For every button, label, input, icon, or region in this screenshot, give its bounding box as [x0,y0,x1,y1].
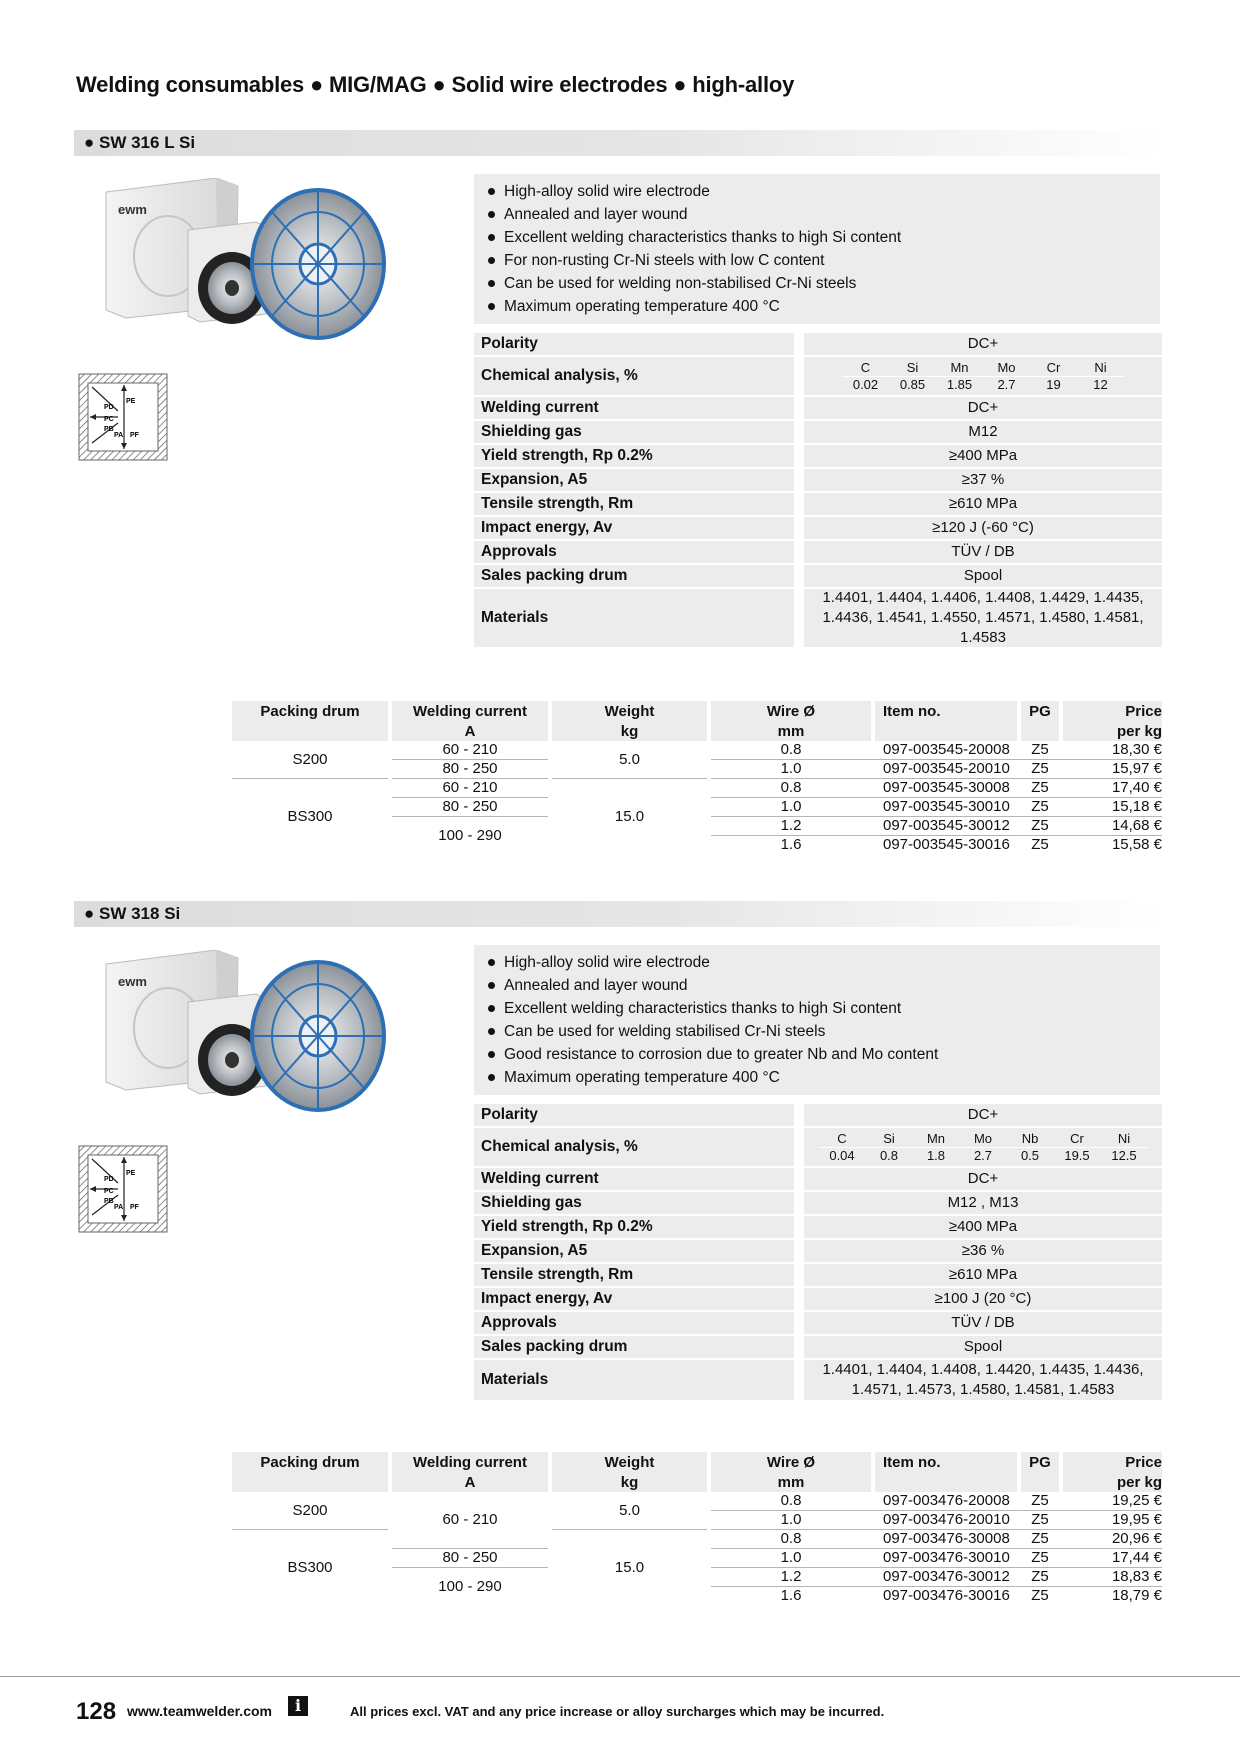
feature-item: Good resistance to corrosion due to greater Nb and Mo content [474,1043,1160,1066]
feature-item: Excellent welding characteristics thanks to high Si content [474,226,1160,249]
property-row-impact: Impact energy, Av ≥120 J (-60 °C) [474,517,1162,539]
table-row: 80 - 250 1.0 097-003545-30010 Z5 15,18 € [232,798,1162,817]
table-row: 80 - 250 1.0 097-003476-30010 Z5 17,44 € [232,1549,1162,1568]
svg-text:PA: PA [114,432,124,439]
svg-text:PE: PE [126,398,136,405]
packing-table [232,1452,1162,1605]
property-row-welding-current: Welding current DC+ [474,397,1162,419]
brand-logo: ewm [118,202,147,217]
feature-item: Maximum operating temperature 400 °C [474,1066,1160,1089]
svg-text:PC: PC [104,1188,114,1195]
feature-item: Can be used for welding non-stabilised Cr-Ni steels [474,272,1160,295]
svg-text:PB: PB [104,426,114,433]
packing-table [232,701,1162,854]
welding-position-icon [78,373,170,463]
property-row-tensile: Tensile strength, Rm ≥610 MPa [474,1264,1162,1286]
svg-text:PF: PF [130,432,139,439]
price-note: All prices excl. VAT and any price increase or alloy surcharges which may be incurred. [350,1704,885,1719]
property-row-expansion: Expansion, A5 ≥37 % [474,469,1162,491]
features-box [474,945,1160,1095]
svg-text:PF: PF [130,1204,139,1211]
feature-item: High-alloy solid wire electrode [474,951,1160,974]
svg-text:PC: PC [104,416,114,423]
table-row: S200 60 - 210 5.0 0.8 097-003545-20008 Z5 18,30 € [232,741,1162,760]
feature-item: Can be used for welding stabilised Cr-Ni steels [474,1020,1160,1043]
property-row-chemical: Chemical analysis, % C Si Mn Mo Cr Ni 0.02 0.85 1.85 2.7 19 12 [474,357,1162,395]
table-row: 80 - 250 1.0 097-003545-20010 Z5 15,97 € [232,760,1162,779]
table-units-row: A kg mm per kg [232,721,1162,741]
table-units-row: A kg mm per kg [232,1472,1162,1492]
svg-text:PD: PD [104,1176,114,1183]
chemical-analysis-grid: C Si Mn Mo Nb Cr Ni 0.04 0.8 1.8 2.7 0.5 19.5 12.5 [819,1131,1148,1164]
table-row: 1.0 097-003476-20010 Z5 19,95 € [232,1511,1162,1530]
property-row-approvals: Approvals TÜV / DB [474,1312,1162,1334]
section-header-sw316lsi [74,130,1164,156]
property-row-polarity: Polarity DC+ [474,333,1162,355]
table-row: BS300 15.0 0.8 097-003476-30008 Z5 20,96 € [287,1530,1162,1576]
feature-item: High-alloy solid wire electrode [474,180,1160,203]
brand-logo: ewm [118,974,147,989]
svg-text:PA: PA [114,1204,124,1211]
svg-text:PE: PE [126,1170,136,1177]
table-row: 1.6 097-003545-30016 Z5 15,58 € [780,836,1162,853]
page-number: 128 [76,1698,117,1725]
table-row: 1.6 097-003476-30016 Z5 18,79 € [780,1587,1162,1604]
chemical-analysis-grid: C Si Mn Mo Cr Ni 0.02 0.85 1.85 2.7 19 12 [842,360,1124,393]
table-header-row: Packing drum Welding current Weight Wire Ø Item no. PG Price [232,1452,1162,1472]
feature-item: Excellent welding characteristics thanks to high Si content [474,997,1160,1020]
property-row-shielding-gas: Shielding gas M12 , M13 [474,1192,1162,1214]
feature-item: For non-rusting Cr-Ni steels with low C content [474,249,1160,272]
properties-table [474,1104,1162,1402]
property-row-approvals: Approvals TÜV / DB [474,541,1162,563]
svg-text:PD: PD [104,404,114,411]
table-row: BS300 60 - 210 15.0 0.8 097-003545-30008 Z5 17,40 € [287,779,1162,825]
property-row-sales-packing: Sales packing drum Spool [474,1336,1162,1358]
property-row-polarity: Polarity DC+ [474,1104,1162,1126]
property-row-tensile: Tensile strength, Rm ≥610 MPa [474,493,1162,515]
footer-divider [0,1676,1240,1677]
property-row-yield: Yield strength, Rp 0.2% ≥400 MPa [474,1216,1162,1238]
section-title: ● SW 318 Si [84,904,181,923]
property-row-shielding-gas: Shielding gas M12 [474,421,1162,443]
property-row-chemical: Chemical analysis, % C Si Mn Mo Nb Cr Ni 0.04 0.8 1.8 2.7 0.5 19.5 12.5 [474,1128,1162,1166]
product-image [96,950,396,1130]
property-row-yield: Yield strength, Rp 0.2% ≥400 MPa [474,445,1162,467]
property-row-welding-current: Welding current DC+ [474,1168,1162,1190]
property-row-impact: Impact energy, Av ≥100 J (20 °C) [474,1288,1162,1310]
info-icon: i [288,1696,308,1716]
property-row-expansion: Expansion, A5 ≥36 % [474,1240,1162,1262]
property-row-materials: Materials 1.4401, 1.4404, 1.4406, 1.4408, 1.4429, 1.4435, 1.4436, 1.4541, 1.4550, 1.4571, 1.4580, 1.4581, 1.4583 [474,589,1162,647]
page-title: Welding consumables ● MIG/MAG ● Solid wire electrodes ● high-alloy [76,72,795,97]
table-row: S200 60 - 210 5.0 0.8 097-003476-20008 Z5 19,25 € [232,1492,1162,1511]
table-header-row: Packing drum Welding current Weight Wire Ø Item no. PG Price [232,701,1162,721]
feature-item: Maximum operating temperature 400 °C [474,295,1160,318]
svg-text:PB: PB [104,1198,114,1205]
property-row-materials: Materials 1.4401, 1.4404, 1.4408, 1.4420, 1.4435, 1.4436, 1.4571, 1.4573, 1.4580, 1.4581, 1.4583 [474,1360,1162,1400]
features-box [474,174,1160,324]
feature-item: Annealed and layer wound [474,203,1160,226]
feature-item: Annealed and layer wound [474,974,1160,997]
product-image [96,178,396,358]
table-row: 100 - 290 1.2 097-003545-30012 Z5 14,68 € [438,817,1162,844]
property-row-sales-packing: Sales packing drum Spool [474,565,1162,587]
table-row: 100 - 290 1.2 097-003476-30012 Z5 18,83 € [438,1568,1162,1595]
website-link[interactable]: www.teamwelder.com [127,1703,272,1719]
section-title: ● SW 316 L Si [84,133,196,152]
properties-table [474,333,1162,649]
welding-position-icon [78,1145,170,1235]
section-header-sw318si [74,901,1164,927]
